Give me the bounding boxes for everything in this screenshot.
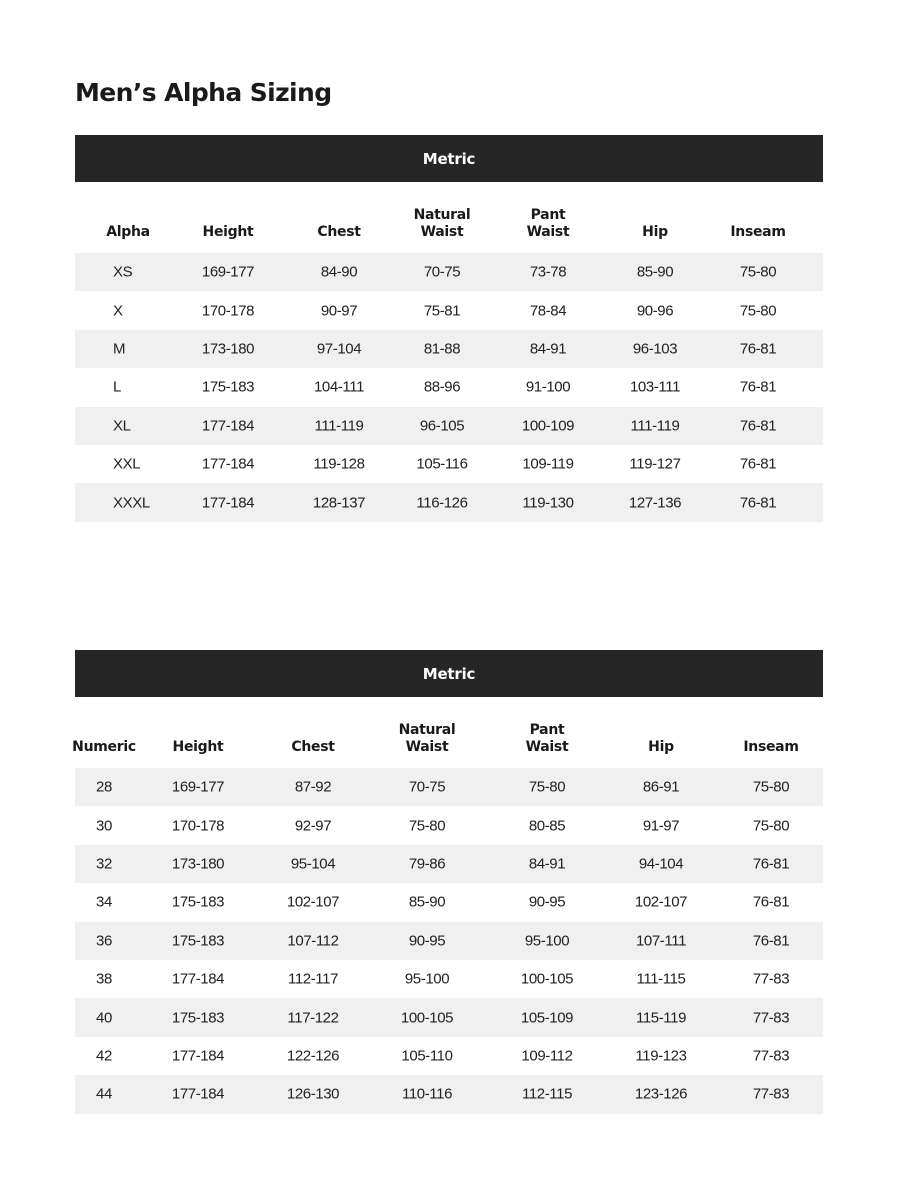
table-cell: 91-97 bbox=[642, 817, 680, 835]
table-cell: XL bbox=[113, 417, 131, 435]
table-row bbox=[75, 1037, 823, 1075]
table-cell: 107-111 bbox=[635, 932, 687, 950]
table-cell: 111-119 bbox=[314, 417, 364, 435]
table-cell: 107-112 bbox=[287, 932, 339, 950]
page-title: Men’s Alpha Sizing bbox=[75, 78, 332, 107]
numeric-size-table bbox=[72, 650, 823, 1114]
table-cell: 75-80 bbox=[739, 302, 777, 320]
table-cell: 76-81 bbox=[752, 932, 790, 950]
table-cell: 32 bbox=[96, 855, 112, 873]
table-cell: 76-81 bbox=[739, 378, 777, 396]
table-cell: 175-183 bbox=[201, 378, 255, 396]
table-cell: 76-81 bbox=[739, 494, 777, 512]
table-cell: 92-97 bbox=[294, 817, 332, 835]
table-cell: 95-104 bbox=[290, 855, 336, 873]
table-cell: 123-126 bbox=[634, 1085, 688, 1103]
table-cell: 102-107 bbox=[634, 893, 688, 911]
table-cell: 117-122 bbox=[287, 1009, 339, 1027]
table-row bbox=[75, 845, 823, 883]
table-cell: 104-111 bbox=[313, 378, 365, 396]
table-cell: 111-119 bbox=[630, 417, 680, 435]
table-cell: 177-184 bbox=[171, 970, 225, 988]
column-header: Chest bbox=[291, 739, 335, 755]
alpha-size-table bbox=[75, 135, 823, 522]
column-header: Numeric bbox=[72, 739, 136, 755]
table-cell: 84-91 bbox=[528, 855, 566, 873]
table-row bbox=[75, 291, 823, 329]
table-cell: 103-111 bbox=[629, 378, 681, 396]
table-cell: 70-75 bbox=[423, 263, 461, 281]
table-cell: 112-115 bbox=[521, 1085, 573, 1103]
table-cell: 100-105 bbox=[400, 1009, 454, 1027]
table-cell: 177-184 bbox=[201, 455, 255, 473]
table-row bbox=[75, 483, 823, 521]
table-cell: 75-80 bbox=[739, 263, 777, 281]
table-cell: M bbox=[113, 340, 126, 358]
table-cell: 75-80 bbox=[752, 778, 790, 796]
table-cell: X bbox=[113, 302, 123, 320]
table-cell: 76-81 bbox=[739, 340, 777, 358]
table-cell: 70-75 bbox=[408, 778, 446, 796]
table-cell: 76-81 bbox=[739, 455, 777, 473]
column-header: Alpha bbox=[106, 224, 150, 240]
table-cell: 127-136 bbox=[628, 494, 682, 512]
table-row bbox=[75, 445, 823, 483]
table-cell: 105-110 bbox=[401, 1047, 453, 1065]
table-cell: 38 bbox=[96, 970, 112, 988]
table-cell: 119-128 bbox=[313, 455, 365, 473]
column-header: Inseam bbox=[730, 224, 786, 240]
table-row bbox=[75, 960, 823, 998]
table-cell: 95-100 bbox=[524, 932, 570, 950]
table-cell: 90-96 bbox=[636, 302, 674, 320]
table-cell: 77-83 bbox=[752, 1047, 790, 1065]
table-cell: 90-95 bbox=[528, 893, 566, 911]
table-cell: 119-123 bbox=[635, 1047, 687, 1065]
table-cell: 75-81 bbox=[423, 302, 461, 320]
table-cell: L bbox=[113, 378, 121, 396]
table-cell: 76-81 bbox=[739, 417, 777, 435]
table-cell: 169-177 bbox=[201, 263, 255, 281]
column-header-row bbox=[72, 697, 823, 768]
table-cell: XXL bbox=[113, 455, 141, 473]
table-cell: 79-86 bbox=[408, 855, 446, 873]
table-cell: 112-117 bbox=[287, 970, 339, 988]
column-header: Hip bbox=[642, 224, 668, 240]
table-cell: 128-137 bbox=[312, 494, 366, 512]
table-cell: 80-85 bbox=[528, 817, 566, 835]
table-cell: 102-107 bbox=[286, 893, 340, 911]
table-cell: 90-97 bbox=[320, 302, 358, 320]
table-cell: 175-183 bbox=[171, 893, 225, 911]
table-cell: 85-90 bbox=[636, 263, 674, 281]
table-cell: 30 bbox=[96, 817, 112, 835]
column-header: Natural Waist bbox=[413, 207, 471, 240]
table-cell: 44 bbox=[96, 1085, 112, 1103]
table-cell: 111-115 bbox=[636, 970, 686, 988]
table-cell: 170-178 bbox=[171, 817, 225, 835]
table-cell: 96-103 bbox=[632, 340, 678, 358]
table-cell: 170-178 bbox=[201, 302, 255, 320]
table-cell: 96-105 bbox=[419, 417, 465, 435]
column-header-row bbox=[75, 182, 823, 253]
column-header: Pant Waist bbox=[526, 207, 570, 240]
table-cell: 116-126 bbox=[416, 494, 468, 512]
table-cell: 173-180 bbox=[171, 855, 225, 873]
table-cell: 97-104 bbox=[316, 340, 362, 358]
table-cell: 119-130 bbox=[522, 494, 574, 512]
table-cell: 84-90 bbox=[320, 263, 358, 281]
table-cell: 85-90 bbox=[408, 893, 446, 911]
table-cell: 77-83 bbox=[752, 970, 790, 988]
table-cell: XXXL bbox=[113, 494, 150, 512]
table-cell: 110-116 bbox=[401, 1085, 453, 1103]
table-cell: 109-112 bbox=[521, 1047, 573, 1065]
table-cell: 169-177 bbox=[171, 778, 225, 796]
table-cell: XS bbox=[113, 263, 133, 281]
table-header-bar: Metric bbox=[75, 650, 823, 697]
table-cell: 95-100 bbox=[404, 970, 450, 988]
table-cell: 109-119 bbox=[522, 455, 574, 473]
table-cell: 94-104 bbox=[638, 855, 684, 873]
table-row bbox=[75, 1075, 823, 1113]
table-cell: 91-100 bbox=[525, 378, 571, 396]
column-header: Height bbox=[202, 224, 254, 240]
table-row bbox=[75, 768, 823, 806]
table-cell: 177-184 bbox=[201, 417, 255, 435]
table-cell: 42 bbox=[96, 1047, 112, 1065]
table-cell: 28 bbox=[96, 778, 112, 796]
table-cell: 87-92 bbox=[294, 778, 332, 796]
table-cell: 105-116 bbox=[416, 455, 468, 473]
table-cell: 76-81 bbox=[752, 893, 790, 911]
table-cell: 77-83 bbox=[752, 1009, 790, 1027]
table-cell: 115-119 bbox=[635, 1009, 687, 1027]
table-cell: 100-109 bbox=[521, 417, 575, 435]
table-row bbox=[75, 922, 823, 960]
table-cell: 177-184 bbox=[201, 494, 255, 512]
table-row bbox=[75, 998, 823, 1036]
column-header: Hip bbox=[648, 739, 674, 755]
table-row bbox=[75, 330, 823, 368]
table-cell: 73-78 bbox=[529, 263, 567, 281]
table-cell: 78-84 bbox=[529, 302, 567, 320]
column-header: Chest bbox=[317, 224, 361, 240]
table-cell: 75-80 bbox=[752, 817, 790, 835]
table-cell: 75-80 bbox=[528, 778, 566, 796]
table-row bbox=[75, 407, 823, 445]
table-cell: 76-81 bbox=[752, 855, 790, 873]
table-cell: 175-183 bbox=[171, 932, 225, 950]
table-cell: 90-95 bbox=[408, 932, 446, 950]
table-cell: 122-126 bbox=[286, 1047, 340, 1065]
table-cell: 177-184 bbox=[171, 1085, 225, 1103]
table-cell: 77-83 bbox=[752, 1085, 790, 1103]
table-row bbox=[75, 806, 823, 844]
table-cell: 34 bbox=[96, 893, 112, 911]
table-cell: 173-180 bbox=[201, 340, 255, 358]
table-cell: 119-127 bbox=[629, 455, 681, 473]
column-header: Pant Waist bbox=[525, 722, 569, 755]
table-cell: 40 bbox=[96, 1009, 112, 1027]
table-cell: 88-96 bbox=[423, 378, 461, 396]
table-cell: 100-105 bbox=[520, 970, 574, 988]
column-header: Natural Waist bbox=[398, 722, 456, 755]
table-cell: 126-130 bbox=[286, 1085, 340, 1103]
table-row bbox=[75, 368, 823, 406]
table-cell: 86-91 bbox=[642, 778, 680, 796]
table-cell: 75-80 bbox=[408, 817, 446, 835]
table-header-bar: Metric bbox=[75, 135, 823, 182]
table-cell: 84-91 bbox=[529, 340, 567, 358]
column-header: Height bbox=[172, 739, 224, 755]
table-cell: 175-183 bbox=[171, 1009, 225, 1027]
table-cell: 36 bbox=[96, 932, 112, 950]
table-row bbox=[75, 253, 823, 291]
table-cell: 81-88 bbox=[423, 340, 461, 358]
table-row bbox=[75, 883, 823, 921]
table-cell: 177-184 bbox=[171, 1047, 225, 1065]
column-header: Inseam bbox=[743, 739, 799, 755]
table-cell: 105-109 bbox=[520, 1009, 574, 1027]
